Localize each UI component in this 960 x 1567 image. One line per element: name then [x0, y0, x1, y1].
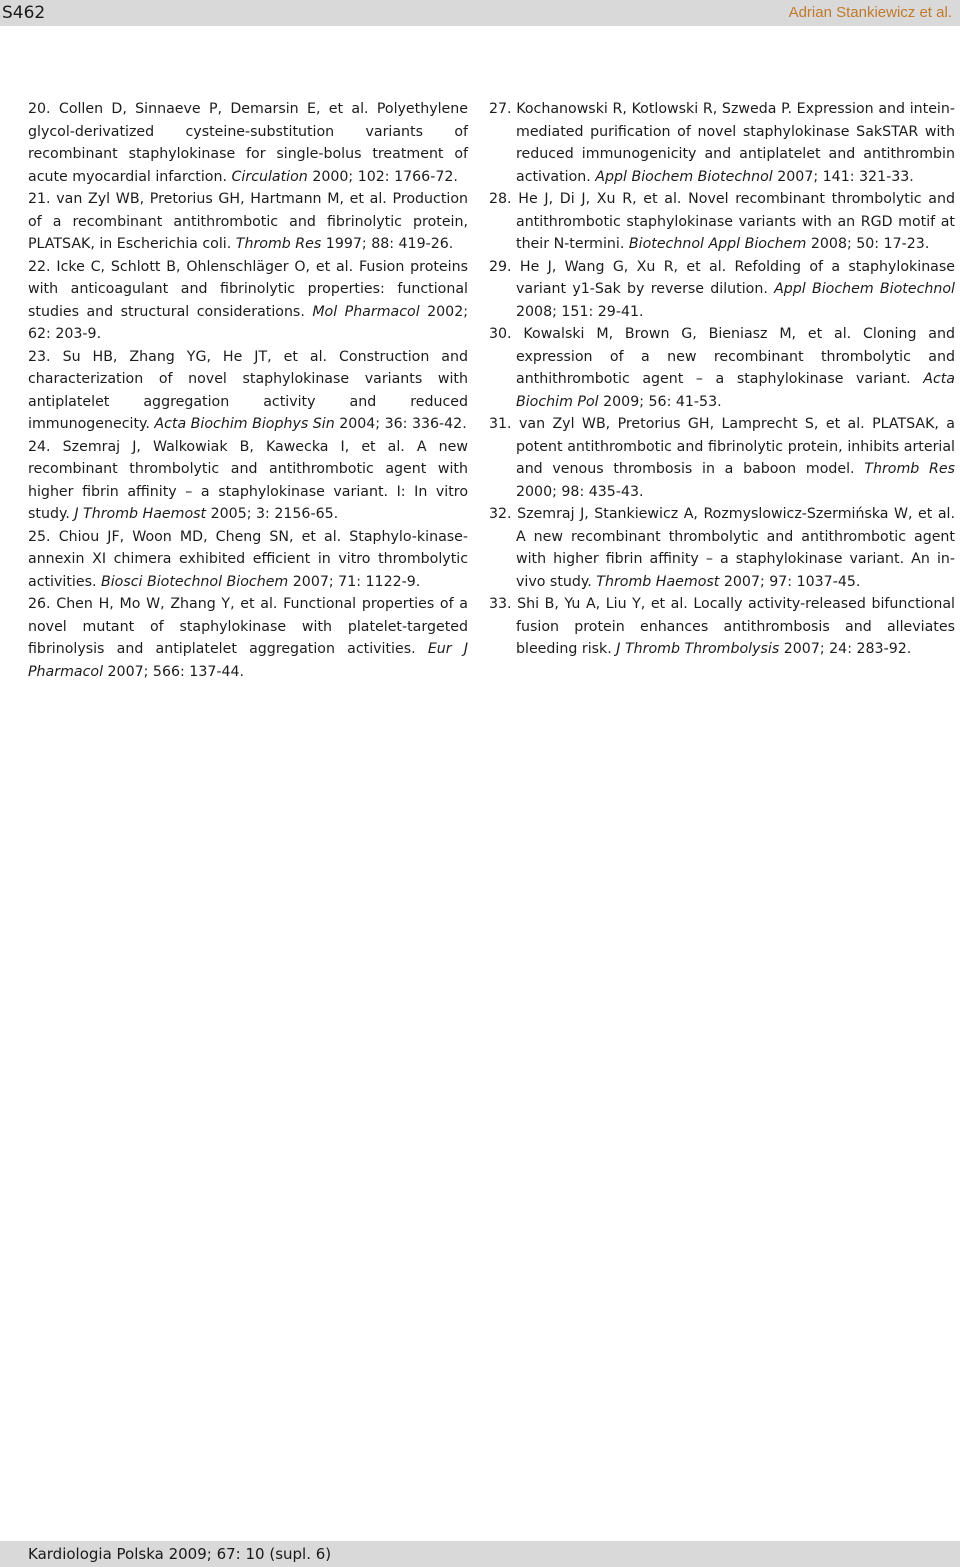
reference-text: Kowalski M, Brown G, Bieniasz M, et al. Cloning and expression of a new recombinant thrombolytic and anthithrombotic agent – a staphylokinase variant.: [516, 326, 955, 387]
reference-item: [28, 346, 468, 436]
reference-journal: Eur J Pharmacol: [28, 641, 469, 680]
reference-text: Chen H, Mo W, Zhang Y, et al. Functional properties of a novel mutant of staphylokinase with platelet-targeted fibrinolysis and antiplatelet aggregation activities.: [28, 596, 468, 657]
reference-item: [489, 188, 955, 256]
reference-item: [28, 436, 468, 526]
reference-journal: Thromb Res: [864, 461, 955, 477]
reference-journal: Acta Biochim Biophys Sin: [154, 416, 335, 432]
reference-number: 21.: [28, 191, 51, 207]
reference-item: [28, 256, 468, 346]
reference-text: van Zyl WB, Pretorius GH, Lamprecht S, et al. PLATSAK, a potent antithrombotic and fibrinolytic protein, inhibits arterial and venous thrombosis in a baboon model.: [516, 416, 956, 477]
reference-item: [28, 593, 468, 683]
reference-item: [489, 503, 955, 593]
reference-text: Shi B, Yu A, Liu Y, et al. Locally activity-released bifunctional fusion protein enhances antithrombosis and alleviates bleeding risk.: [516, 596, 955, 657]
running-authors: Adrian Stankiewicz et al.: [788, 4, 952, 21]
reference-text: Chiou JF, Woon MD, Cheng SN, et al. Staphylo-kinase-annexin XI chimera exhibited efficient in vitro thrombolytic activities.: [28, 528, 468, 590]
reference-text: He J, Wang G, Xu R, et al. Refolding of a staphylokinase variant y1-Sak by reverse dilution.: [516, 258, 955, 297]
reference-journal: Circulation: [231, 168, 308, 185]
reference-journal: Appl Biochem Biotechnol: [595, 168, 773, 185]
reference-number: 23.: [28, 348, 51, 365]
reference-number: 31.: [489, 416, 512, 432]
reference-journal: Biosci Biotechnol Biochem: [101, 573, 289, 590]
reference-citation: 2007; 71: 1122-9.: [292, 573, 421, 590]
reference-number: 25.: [28, 528, 51, 545]
reference-citation: 2000; 98: 435-43.: [516, 483, 644, 500]
reference-text: Szemraj J, Walkowiak B, Kawecka I, et al. A new recombinant thrombolytic and antithrombotic agent with higher fibrin affinity – a staphylokinase variant. I: In vitro study.: [28, 438, 468, 522]
reference-citation: 2004; 36: 336-42.: [339, 416, 467, 432]
reference-item: [489, 593, 955, 661]
reference-number: 33.: [489, 596, 512, 612]
page-footer: [0, 1541, 960, 1567]
reference-text: Szemraj J, Stankiewicz A, Rozmyslowicz-Szermińska W, et al. A new recombinant thrombolytic and antithrombotic agent with higher fibrin affinity – a staphylokinase variant. An in-vivo study.: [516, 506, 955, 590]
reference-text: He J, Di J, Xu R, et al. Novel recombinant thrombolytic and antithrombotic staphylokinase variants with an RGD motif at their N-termini.: [516, 191, 955, 252]
reference-citation: 2008; 50: 17-23.: [810, 236, 930, 252]
reference-journal: Biotechnol Appl Biochem: [628, 236, 807, 252]
reference-citation: 1997; 88: 419-26.: [325, 236, 454, 252]
reference-item: [489, 323, 955, 413]
reference-journal: Thromb Haemost: [596, 573, 720, 590]
reference-journal: Appl Biochem Biotechnol: [774, 281, 955, 297]
reference-number: 24.: [28, 438, 51, 455]
reference-text: Kochanowski R, Kotlowski R, Szweda P. Expression and intein-mediated purification of novel staphylokinase SakSTAR with reduced immunogenicity and antiplatelet and antithrombin activation.: [516, 101, 955, 185]
reference-citation: 2000; 102: 1766-72.: [312, 168, 458, 185]
reference-number: 28.: [489, 191, 512, 207]
reference-citation: 2009; 56: 41-53.: [603, 393, 722, 410]
reference-number: 29.: [489, 258, 512, 275]
reference-journal: Mol Pharmacol: [312, 303, 420, 320]
reference-number: 22.: [28, 258, 51, 275]
reference-number: 26.: [28, 596, 51, 612]
reference-item: [28, 188, 468, 256]
reference-item: [489, 413, 955, 503]
reference-citation: 2005; 3: 2156-65.: [210, 506, 339, 522]
reference-citation: 2007; 141: 321-33.: [777, 168, 914, 185]
reference-text: Su HB, Zhang YG, He JT, et al. Construction and characterization of novel staphylokinase variants with antiplatelet aggregation activity and reduced immunogenecity.: [28, 348, 469, 432]
reference-journal: J Thromb Thrombolysis: [616, 641, 780, 657]
reference-journal: Thromb Res: [235, 236, 322, 252]
reference-item: [489, 256, 955, 324]
reference-number: 27.: [489, 101, 512, 117]
reference-citation: 2007; 97: 1037-45.: [723, 573, 861, 590]
reference-citation: 2007; 24: 283-92.: [783, 641, 912, 657]
reference-number: 32.: [489, 506, 512, 522]
reference-text: van Zyl WB, Pretorius GH, Hartmann M, et al. Production of a recombinant antithrombotic and fibrinolytic protein, PLATSAK, in Escherichia coli.: [28, 191, 468, 252]
reference-item: [28, 98, 468, 188]
reference-journal: J Thromb Haemost: [74, 506, 207, 522]
reference-text: Icke C, Schlott B, Ohlenschläger O, et al. Fusion proteins with anticoagulant and fibrinolytic properties: functional studies and structural considerations.: [28, 258, 468, 320]
page-number: S462: [2, 3, 46, 23]
reference-citation: 2007; 566: 137-44.: [107, 663, 245, 680]
page-header: [0, 0, 960, 26]
reference-citation: 2002; 62: 203-9.: [28, 303, 469, 342]
reference-item: [489, 98, 955, 188]
journal-issue: Kardiologia Polska 2009; 67: 10 (supl. 6): [28, 1545, 332, 1563]
references-right-column: [489, 98, 955, 661]
reference-number: 30.: [489, 326, 512, 342]
reference-number: 20.: [28, 101, 51, 117]
reference-item: [28, 526, 468, 594]
references-left-column: [28, 98, 468, 683]
reference-text: Collen D, Sinnaeve P, Demarsin E, et al. Polyethylene glycol-derivatized cysteine-substitution variants of recombinant staphylokinase for single-bolus treatment of acute myocardial infarction.: [28, 101, 468, 185]
reference-citation: 2008; 151: 29-41.: [516, 303, 644, 320]
reference-journal: Acta Biochim Pol: [516, 371, 955, 410]
